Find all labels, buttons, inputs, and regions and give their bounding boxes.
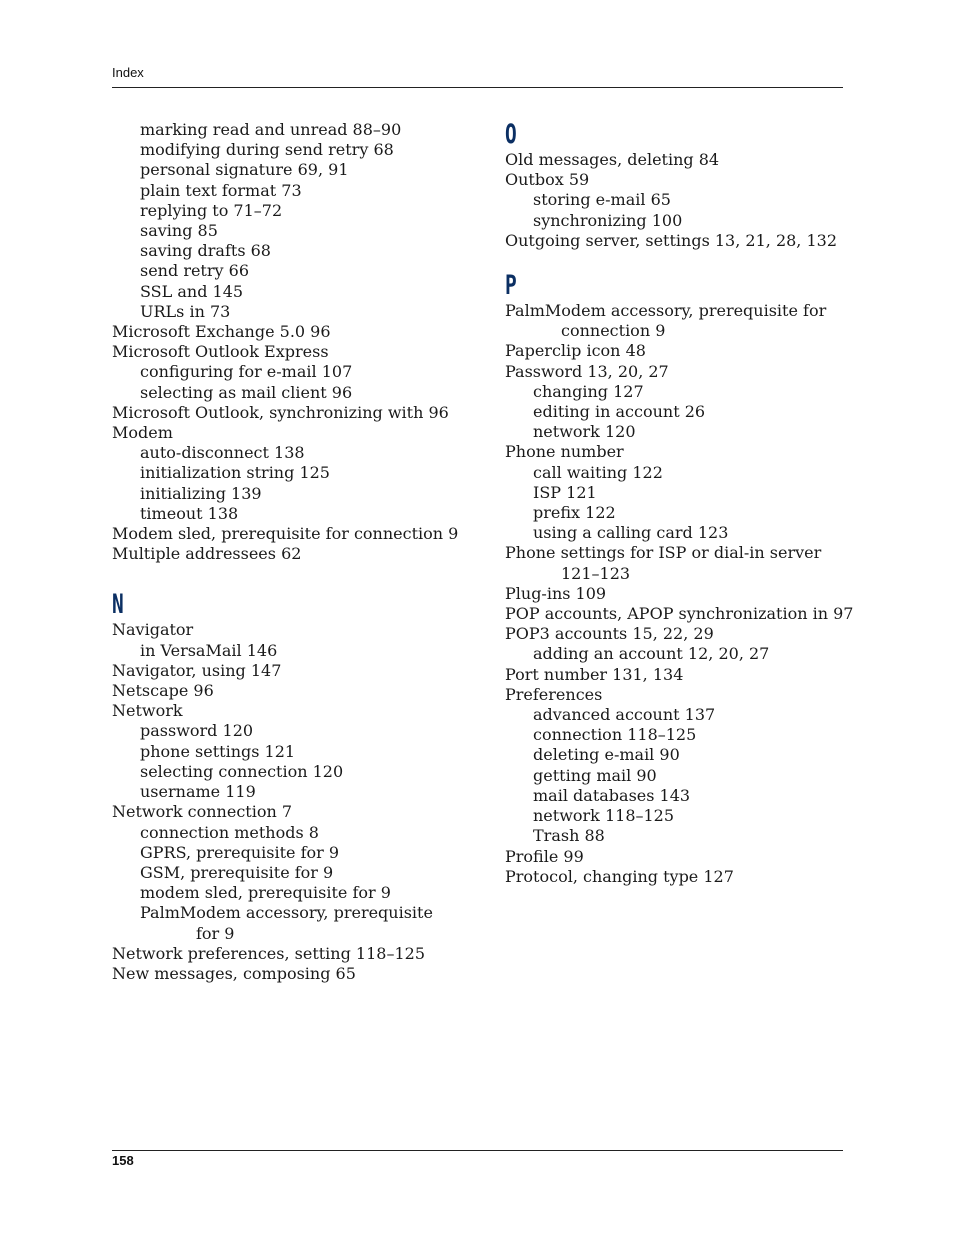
index-entry-continuation: connection 9: [561, 321, 666, 341]
index-subentry: changing 127: [533, 381, 644, 401]
index-subentry: initializing 139: [140, 483, 262, 503]
index-entry: Phone number: [505, 442, 624, 462]
index-subentry: configuring for e-mail 107: [140, 362, 353, 382]
index-subentry: GPRS, prerequisite for 9: [140, 842, 340, 862]
index-subentry: password 120: [140, 721, 254, 741]
index-entry: Port number 131, 134: [505, 664, 684, 684]
index-entry: Modem sled, prerequisite for connection 9: [112, 524, 459, 544]
index-subentry: connection methods 8: [140, 822, 319, 842]
page-number: 158: [112, 1153, 134, 1168]
index-subentry: ISP 121: [533, 482, 597, 502]
index-entry: Paperclip icon 48: [505, 341, 646, 361]
index-entry: Microsoft Outlook, synchronizing with 96: [112, 402, 449, 422]
index-entry: Network preferences, setting 118–125: [112, 943, 426, 963]
index-entry: Outgoing server, settings 13, 21, 28, 132: [505, 230, 838, 250]
index-subentry: call waiting 122: [533, 462, 663, 482]
index-subentry: advanced account 137: [533, 705, 716, 725]
index-entry: Profile 99: [505, 846, 584, 866]
index-entry: Password 13, 20, 27: [505, 361, 669, 381]
index-entry: Navigator, using 147: [112, 660, 282, 680]
index-subentry: synchronizing 100: [533, 210, 683, 230]
index-subentry: replying to 71–72: [140, 200, 283, 220]
index-subentry: getting mail 90: [533, 765, 657, 785]
index-subentry: username 119: [140, 782, 256, 802]
index-subentry: Trash 88: [533, 826, 605, 846]
index-entry: Old messages, deleting 84: [505, 150, 720, 169]
index-subentry: prefix 122: [533, 503, 616, 523]
index-subentry: editing in account 26: [533, 402, 706, 422]
running-header: Index: [112, 65, 144, 80]
index-subentry: GSM, prerequisite for 9: [140, 862, 334, 882]
index-entry: Navigator: [112, 620, 194, 640]
index-entry: Phone settings for ISP or dial-in server: [505, 543, 822, 563]
index-entry: Modem: [112, 423, 173, 443]
footer-rule: [112, 1150, 843, 1151]
index-subentry: auto-disconnect 138: [140, 443, 305, 463]
index-entry: Multiple addressees 62: [112, 544, 302, 564]
index-subentry: URLs in 73: [140, 301, 231, 321]
index-subentry: plain text format 73: [140, 180, 302, 200]
index-subentry: modem sled, prerequisite for 9: [140, 883, 391, 903]
index-entry: POP accounts, APOP synchronization in 97: [505, 604, 854, 624]
index-entry: POP3 accounts 15, 22, 29: [505, 624, 714, 644]
index-subentry: selecting connection 120: [140, 761, 344, 781]
index-column-right: [505, 119, 854, 887]
index-entry: Netscape 96: [112, 681, 214, 701]
index-subentry: storing e-mail 65: [533, 190, 671, 210]
index-subentry: network 118–125: [533, 806, 675, 826]
index-subentry: phone settings 121: [140, 741, 296, 761]
index-entry: PalmModem accessory, prerequisite for: [505, 301, 827, 321]
index-subentry: timeout 138: [140, 503, 239, 523]
index-subentry: connection 118–125: [533, 725, 697, 745]
index-subentry: SSL and 145: [140, 281, 244, 301]
index-subentry: personal signature 69, 91: [140, 160, 349, 180]
index-subentry: adding an account 12, 20, 27: [533, 644, 770, 664]
index-entry: Plug-ins 109: [505, 583, 607, 603]
index-subentry: marking read and unread 88–90: [140, 120, 402, 139]
index-subentry: saving drafts 68: [140, 241, 271, 261]
header-rule: [112, 87, 843, 88]
index-entry: Protocol, changing type 127: [505, 866, 734, 886]
index-subentry: saving 85: [140, 221, 218, 241]
index-subentry: in VersaMail 146: [140, 640, 278, 660]
index-entry: Network connection 7: [112, 802, 293, 822]
index-subentry: network 120: [533, 422, 636, 442]
index-letter-heading: N: [112, 589, 124, 621]
index-subentry: using a calling card 123: [533, 523, 729, 543]
index-entry: Network: [112, 701, 183, 721]
index-entry: Outbox 59: [505, 170, 590, 190]
index-entry-continuation: 121–123: [561, 563, 631, 583]
index-letter-heading: P: [505, 270, 517, 302]
index-subentry: mail databases 143: [533, 785, 691, 805]
index-entry: Microsoft Outlook Express: [112, 342, 329, 362]
index-subentry: modifying during send retry 68: [140, 140, 394, 160]
index-letter-heading: O: [505, 119, 517, 150]
index-entry: Preferences: [505, 684, 603, 704]
index-subentry: PalmModem accessory, prerequisite: [140, 903, 433, 923]
index-subentry: deleting e-mail 90: [533, 745, 680, 765]
index-entry: New messages, composing 65: [112, 963, 356, 983]
index-entry-continuation: for 9: [196, 923, 235, 943]
index-column-left: [112, 120, 457, 984]
index-subentry: send retry 66: [140, 261, 249, 281]
index-subentry: selecting as mail client 96: [140, 382, 353, 402]
index-subentry: initialization string 125: [140, 463, 330, 483]
index-entry: Microsoft Exchange 5.0 96: [112, 322, 331, 342]
